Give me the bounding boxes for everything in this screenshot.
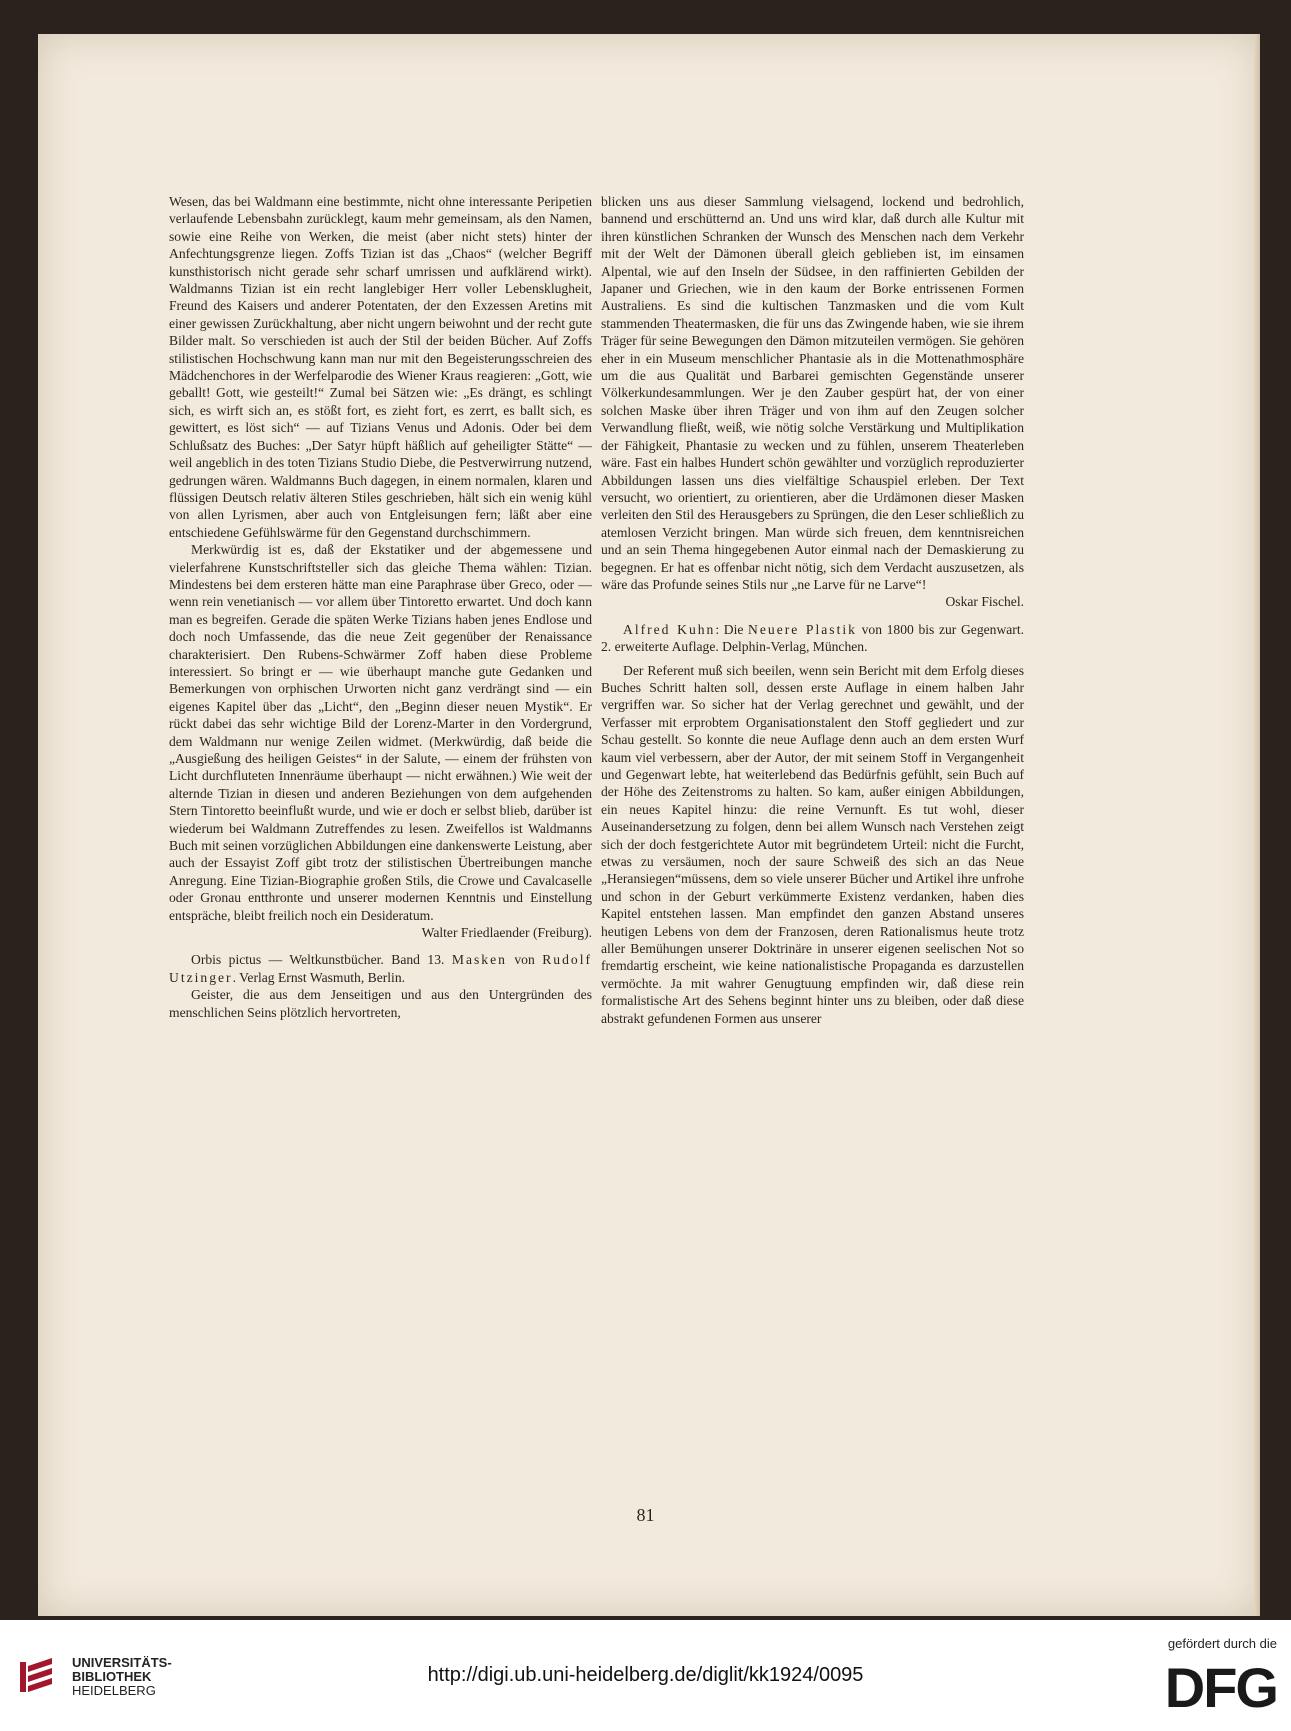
left-column: [169, 193, 592, 1021]
paragraph-tizian-2: Merkwürdig ist es, daß der Ekstatiker und der abgemessene und vielerfahrene Kunstschriftsteller sich das gleiche Thema wählen: Tizian. Mindestens bei dem ersteren hätte man eine Paraphrase über Greco, oder — wenn rein venetianisch — vor allem über Tintoretto erwartet. Und doch kann man es begreifen. Gerade die späten Werke Tizians haben jenes Endlose und doch noch Umfassende, das die neue Zeit gegenüber der Renaissance charakterisiert. Den Rubens-Schwärmer Zoff haben diese Probleme interessiert. So bringt er — wie überhaupt manche gute Gedanken und Bemerkungen von orphischen Urworten nicht ganz verdrängt sind — ein eigenes Kapitel über das „Licht“, den „Beginn dieser neuen Mystik“. Er rückt dabei das sehr wichtige Bild der Lorenz-Marter in den Vordergrund, dem Waldmann nur wenige Zeilen widmet. (Merkwürdig, daß beide die „Ausgießung des heiligen Geistes“ in der Salute, — einem der frühsten von Licht durchfluteten Innenräume überhaupt — nicht erwähnen.) Wie weit der alternde Tizian in diesen und anderen Beziehungen von dem aufgehenden Stern Tintoretto beeinflußt wurde, und wie er doch er selbst blieb, darüber ist wiederum bei Waldmann Zutreffendes zu lesen. Zweifellos ist Waldmanns Buch mit seinen vorzüglichen Abbildungen eine dankenswerte Leistung, aber auch der Essayist Zoff gibt trotz der stilistischen Übertreibungen manche Anregung. Eine Tizian-Biographie großen Stils, die Crowe und Cavalcaselle oder Gronau entthronte und unserer modernen Kenntnis und Einstellung entspräche, bleibt freilich noch ein Desideratum.: [169, 542, 592, 923]
right-column: [601, 193, 1024, 1027]
permalink-url[interactable]: http://digi.ub.uni-heidelberg.de/diglit/kk1924/0095: [427, 1664, 864, 1686]
signature-fischel: Oskar Fischel.: [945, 594, 1024, 610]
review-heading-plastik: Alfred Kuhn: Die Neuere Plastik von 1800 bis zur Gegenwart. 2. erweiterte Auflage. Delphin-Verlag, München.: [601, 621, 1025, 655]
paragraph-masken-start: Geister, die aus dem Jenseitigen und aus den Untergründen des menschlichen Seins plötzlich hervortreten,: [169, 987, 592, 1020]
paragraph-tizian-1: Wesen, das bei Waldmann eine bestimmte, nicht ohne interessante Peripetien verlaufende Lebensbahn zurücklegt, kaum mehr gemeinsam, als den Namen, sowie eine Reihe von Werken, die meist (aber nicht stets) hinter der Anfechtungsgrenze liegen. Zoffs Tizian ist das „Chaos“ (welcher Begriff kunsthistorisch nicht gerade sehr scharf umrissen und aufklärend wirkt). Waldmanns Tizian ist ein recht langlebiger Herr voller Lebensklugheit, Freund des Kaisers und anderer Potentaten, der den Exzessen Aretins mit einer gewissen Zurückhaltung, aber nicht ungern beiwohnt und der recht gute Bilder malt. So verschieden ist auch der Stil der beiden Bücher. Auf Zoffs stilistischen Hochschwung kann man nur mit den Begeisterungsschreien des Mädchenchores in der Werfelparodie des Wiener Kraus reagieren: „Gott, wie geballt! Gott, wie gesteilt!“ Zumal bei Sätzen wie: „Es drängt, es schlingt sich, es wirft sich an, es stößt fort, es zieht fort, es zerrt, es ballt sich, es gewittert, es löst sich“ — auf Tizians Venus und Adonis. Oder bei dem Schlußsatz des Buches: „Der Satyr hüpft häßlich auf geheiligter Stätte“ — weil angeblich in des toten Tizians Studio Diebe, die Pestverwirrung nutzend, gedrungen wären. Waldmanns Buch dagegen, in einem normalen, klaren und flüssigen Deutsch relativ älteren Stiles geschrieben, hält sich ein wenig kühl von allen Lyrismen, aber auch von Entgleisungen fern; läßt aber eine entschiedene Gefühlswärme für den Gegenstand durchschimmern.: [169, 194, 592, 540]
page-edge: [1254, 34, 1260, 1616]
dfg-logo[interactable]: DFG: [1164, 1656, 1277, 1719]
sponsor-text: gefördert durch die: [1167, 1636, 1277, 1651]
library-name[interactable]: UNIVERSITÄTS- BIBLIOTHEK HEIDELBERG: [72, 1655, 172, 1698]
page-number: 81: [636, 1505, 655, 1525]
signature-friedlaender: Walter Friedlaender (Freiburg).: [421, 925, 592, 941]
paragraph-plastik: Der Referent muß sich beeilen, wenn sein Bericht mit dem Erfolg dieses Buches Schritt halten soll, dessen erste Auflage in einem halben Jahr vergriffen war. So sicher hat der Verlag gerechnet und gewählt, und der Verfasser mit erprobtem Organisationstalent den Stoff gegliedert und zur Schau gestellt. So konnte die neue Auflage denn auch an dem ersten Wurf kaum viel verbessern, aber der Autor, der mit seinem Stoff in Vergangenheit und Gegenwart lebte, hat weiterlebend das Bedürfnis gefühlt, sein Buch auf der Höhe des Zeitenstroms zu halten. So kam, außer einigen Abbildungen, ein neues Kapitel hinzu: die reine Vernunft. Es tut wohl, dieser Auseinandersetzung zu folgen, denn bei allem Wunsch nach Verstehen zeigt sich der doch festgerichtete Autor mit begründetem Urteil: nicht die Furcht, etwas zu versäumen, noch der saure Schweiß des sich an das Neue „Heransiegen“müssens, dem so viele unserer Bücher und Artikel ihre unfrohe und schon in der Geburt verkümmerte Existenz verdanken, haben dies Kapitel entstehen lassen. Man empfindet den ganzen Abstand unseres heutigen Lebens von dem der Franzosen, deren Rationalismus heute trotz aller Bemühungen unserer Doktrinäre in unserer eigenen seelischen Not so fremdartig erscheint, wie keine nationalistische Propaganda es darzustellen vermöchte. Ja mit wahrer Genugtuung empfinden wir, daß diese rein formalistische Art des Sehens beginnt hinter uns zu bleiben, oder daß diese abstrakt gefundenen Formen aus unserer: [601, 662, 1024, 1026]
viewer-footer: [0, 1620, 1291, 1731]
review-heading-masken: Orbis pictus — Weltkunstbücher. Band 13. Masken von Rudolf Utzinger. Verlag Ernst Wasmuth, Berlin.: [169, 952, 592, 985]
paragraph-masken-cont: blicken uns aus dieser Sammlung vielsagend, lockend und bedrohlich, bannend und erschütternd an. Und uns wird klar, daß durch alle Kultur mit ihren künstlichen Schranken der Wunsch des Menschen nach dem Verkehr mit der Welt der Dämonen überall gleich geblieben ist, im einsamen Alpental, wie auf den Inseln der Südsee, in den raffinierten Gebilden der Japaner und Griechen, wie in den kaum der Borke entrissenen Formen Australiens. Es sind die kultischen Tanzmasken und die vom Kult stammenden Theatermasken, die für uns das Zwingende haben, wie sie ihrem Träger für seine Bewegungen den Dämon mitzuteilen vermögen. Sie gehören eher in ein Museum menschlicher Phantasie als in die Mottenathmosphäre um die aus Qualität und Barbarei gemischten Gegenstände unserer Völkerkundesammlungen. Wer je den Zauber gespürt hat, der von einer solchen Maske über ihren Träger und von ihm auf den Zeugen solcher Verwandlung fließt, weiß, wie nötig solche Verstärkung und Multiplikation der Fähigkeit, Phantasie zu wecken und zu fühlen, unserem Theaterleben wäre. Fast ein halbes Hundert schön gewählter und vorzüglich reproduzierter Abbildungen lassen uns dies vielfältige Schauspiel erleben. Der Text versucht, wo orientiert, zu orientieren, aber die Urdämonen dieser Masken verleiten den Stil des Herausgebers zu Sprüngen, die den Leser schließlich zu atemlosen Verzicht bringen. Man würde sich freuen, dem kenntnisreichen und an sein Thema hingegebenen Autor einmal nach der Demaskierung zu begegnen. Er hat es offenbar nicht nötig, sich dem Verdacht auszusetzen, als wäre das Profunde seines Stils nur „ne Larve für ne Larve“!: [601, 194, 1024, 592]
